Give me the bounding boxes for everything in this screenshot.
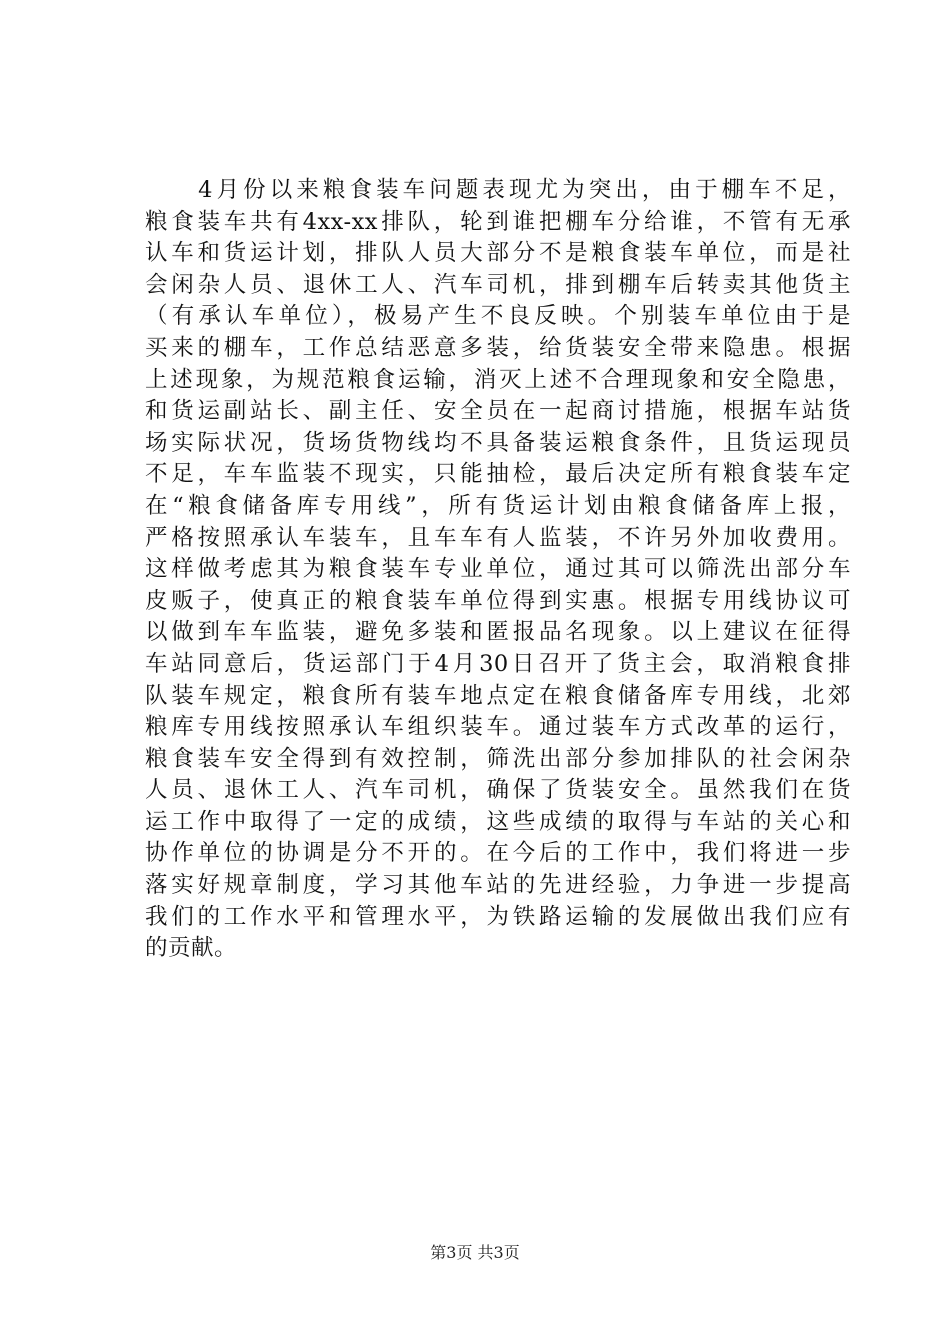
paragraph-line: （有承认车单位），极易产生不良反映。个别装车单位由于是: [145, 303, 851, 330]
paragraph-line: 会闲杂人员、退休工人、汽车司机，排到棚车后转卖其他货主: [145, 271, 851, 298]
paragraph-line: 皮贩子，使真正的粮食装车单位得到实惠。根据专用线协议可: [145, 587, 851, 614]
paragraph-line: 运工作中取得了一定的成绩，这些成绩的取得与车站的关心和: [145, 808, 851, 835]
paragraph-line: 落实好规章制度，学习其他车站的先进经验，力争进一步提高: [145, 872, 851, 899]
paragraph-line: 不足，车车监装不现实，只能抽检，最后决定所有粮食装车定: [145, 461, 851, 488]
page-footer: [0, 1243, 950, 1263]
paragraph-line: 队装车规定，粮食所有装车地点定在粮食储备库专用线，北郊: [145, 682, 851, 709]
page-number: 第3页 共3页: [430, 1243, 520, 1262]
paragraph-line: 协作单位的协调是分不开的。在今后的工作中，我们将进一步: [145, 840, 851, 867]
paragraph-line: 上述现象，为规范粮食运输，消灭上述不合理现象和安全隐患，: [145, 366, 851, 393]
paragraph-line: 的贡献。: [145, 935, 238, 962]
paragraph-line: 粮库专用线按照承认车组织装车。通过装车方式改革的运行，: [145, 714, 851, 741]
paragraph-line: 这样做考虑其为粮食装车专业单位，通过其可以筛洗出部分车: [145, 556, 851, 583]
paragraph-line: 以做到车车监装，避免多装和匿报品名现象。以上建议在征得: [145, 619, 851, 646]
paragraph-line: 认车和货运计划，排队人员大部分不是粮食装车单位，而是社: [145, 240, 851, 267]
paragraph-line: 4月份以来粮食装车问题表现尤为突出，由于棚车不足，: [145, 177, 851, 203]
paragraph-line: 车站同意后，货运部门于4月30日召开了货主会，取消粮食排: [145, 650, 851, 677]
paragraph-line: 人员、退休工人、汽车司机，确保了货装安全。虽然我们在货: [145, 777, 851, 804]
paragraph-line: 场实际状况，货场货物线均不具备装运粮食条件，且货运现员: [145, 429, 851, 456]
paragraph-line: 严格按照承认车装车，且车车有人监装，不许另外加收费用。: [145, 524, 851, 551]
paragraph-line: 在“粮食储备库专用线”，所有货运计划由粮食储备库上报，: [145, 492, 851, 519]
paragraph-line: 买来的棚车，工作总结恶意多装，给货装安全带来隐患。根据: [145, 334, 851, 361]
paragraph-line: 我们的工作水平和管理水平，为铁路运输的发展做出我们应有: [145, 903, 851, 930]
body-paragraph: [145, 175, 851, 965]
paragraph-line: 和货运副站长、副主任、安全员在一起商讨措施，根据车站货: [145, 398, 851, 425]
paragraph-line: 粮食装车共有4xx-xx排队，轮到谁把棚车分给谁，不管有无承: [145, 208, 851, 235]
paragraph-line: 粮食装车安全得到有效控制，筛洗出部分参加排队的社会闲杂: [145, 745, 851, 772]
